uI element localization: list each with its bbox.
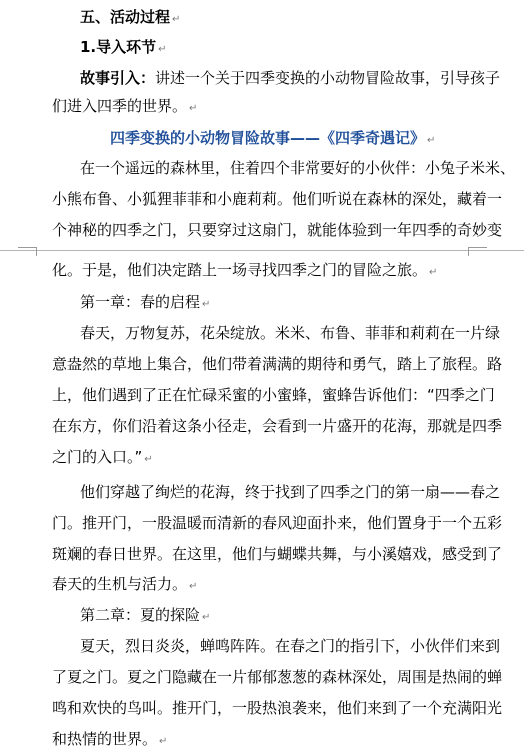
paragraph-line: 在一个遥远的森林里，住着四个非常要好的小伙伴：小兔子米米、 — [80, 159, 516, 177]
paragraph-mark: ↵ — [144, 454, 153, 465]
paragraph-mark: ↵ — [172, 14, 181, 25]
paragraph-mark: ↵ — [427, 135, 436, 146]
paragraph-line: 在东方，你们沿着这条小径走，会看到一片盛开的花海，那就是四季 — [52, 417, 503, 435]
paragraph-line: 个神秘的四季之门，只要穿过这扇门，就能体验到一年四季的奇妙变 — [52, 221, 503, 239]
page-break-line — [0, 250, 524, 251]
story-intro-label: 故事引入： — [80, 69, 156, 87]
paragraph-line: 夏天，烈日炎炎，蝉鸣阵阵。在春之门的指引下，小伙伴们来到 — [80, 637, 501, 655]
paragraph-mark: ↵ — [189, 581, 198, 592]
chapter-heading: 第一章：春的启程 ↵ — [80, 293, 211, 311]
story-intro-line: 们进入四季的世界。 ↵ — [52, 97, 198, 115]
paragraph-line: 门。推开门，一股温暖而清新的春风迎面扑来，他们置身于一个五彩 — [52, 514, 503, 532]
paragraph-mark: ↵ — [202, 612, 211, 623]
story-intro-line: 故事引入：讲述一个关于四季变换的小动物冒险故事，引导孩子 — [80, 69, 501, 87]
paragraph-mark: ↵ — [159, 736, 168, 747]
paragraph-line: 他们穿越了绚烂的花海，终于找到了四季之门的第一扇——春之 — [80, 483, 501, 501]
page-corner-left — [18, 247, 37, 256]
chapter-heading: 第二章：夏的探险 ↵ — [80, 606, 211, 624]
section-heading: 五、活动过程 ↵ — [80, 8, 181, 26]
subsection-heading: 1.导入环节 ↵ — [80, 38, 167, 56]
paragraph-line: 小熊布鲁、小狐狸菲菲和小鹿莉莉。他们听说在森林的深处，藏着一 — [52, 190, 503, 208]
paragraph-line: 和热情的世界。 ↵ — [52, 730, 168, 748]
paragraph-mark: ↵ — [202, 299, 211, 310]
paragraph-line: 意盎然的草地上集合，他们带着满满的期待和勇气，踏上了旅程。路 — [52, 355, 503, 373]
paragraph-line: 上，他们遇到了正在忙碌采蜜的小蜜蜂，蜜蜂告诉他们：“四季之门 — [52, 386, 495, 404]
paragraph-mark: ↵ — [189, 103, 198, 114]
paragraph-line: 春天，万物复苏，花朵绽放。米米、布鲁、菲菲和莉莉在一片绿 — [80, 324, 501, 342]
story-title: 四季变换的小动物冒险故事——《四季奇遇记》 ↵ — [110, 129, 436, 147]
page-corner-right — [468, 247, 487, 256]
paragraph-line: 化。于是，他们决定踏上一场寻找四季之门的冒险之旅。 ↵ — [52, 261, 438, 279]
paragraph-mark: ↵ — [429, 267, 438, 278]
paragraph-line: 鸣和欢快的鸟叫。推开门，一股热浪袭来，他们来到了一个充满阳光 — [52, 699, 503, 717]
paragraph-line: 斑斓的春日世界。在这里，他们与蝴蝶共舞，与小溪嬉戏，感受到了 — [52, 545, 503, 563]
paragraph-line: 之门的入口。” ↵ — [52, 448, 153, 466]
paragraph-line: 春天的生机与活力。 ↵ — [52, 575, 198, 593]
paragraph-line: 了夏之门。夏之门隐藏在一片郁郁葱葱的森林深处，周围是热闹的蝉 — [52, 668, 503, 686]
paragraph-mark: ↵ — [158, 44, 167, 55]
